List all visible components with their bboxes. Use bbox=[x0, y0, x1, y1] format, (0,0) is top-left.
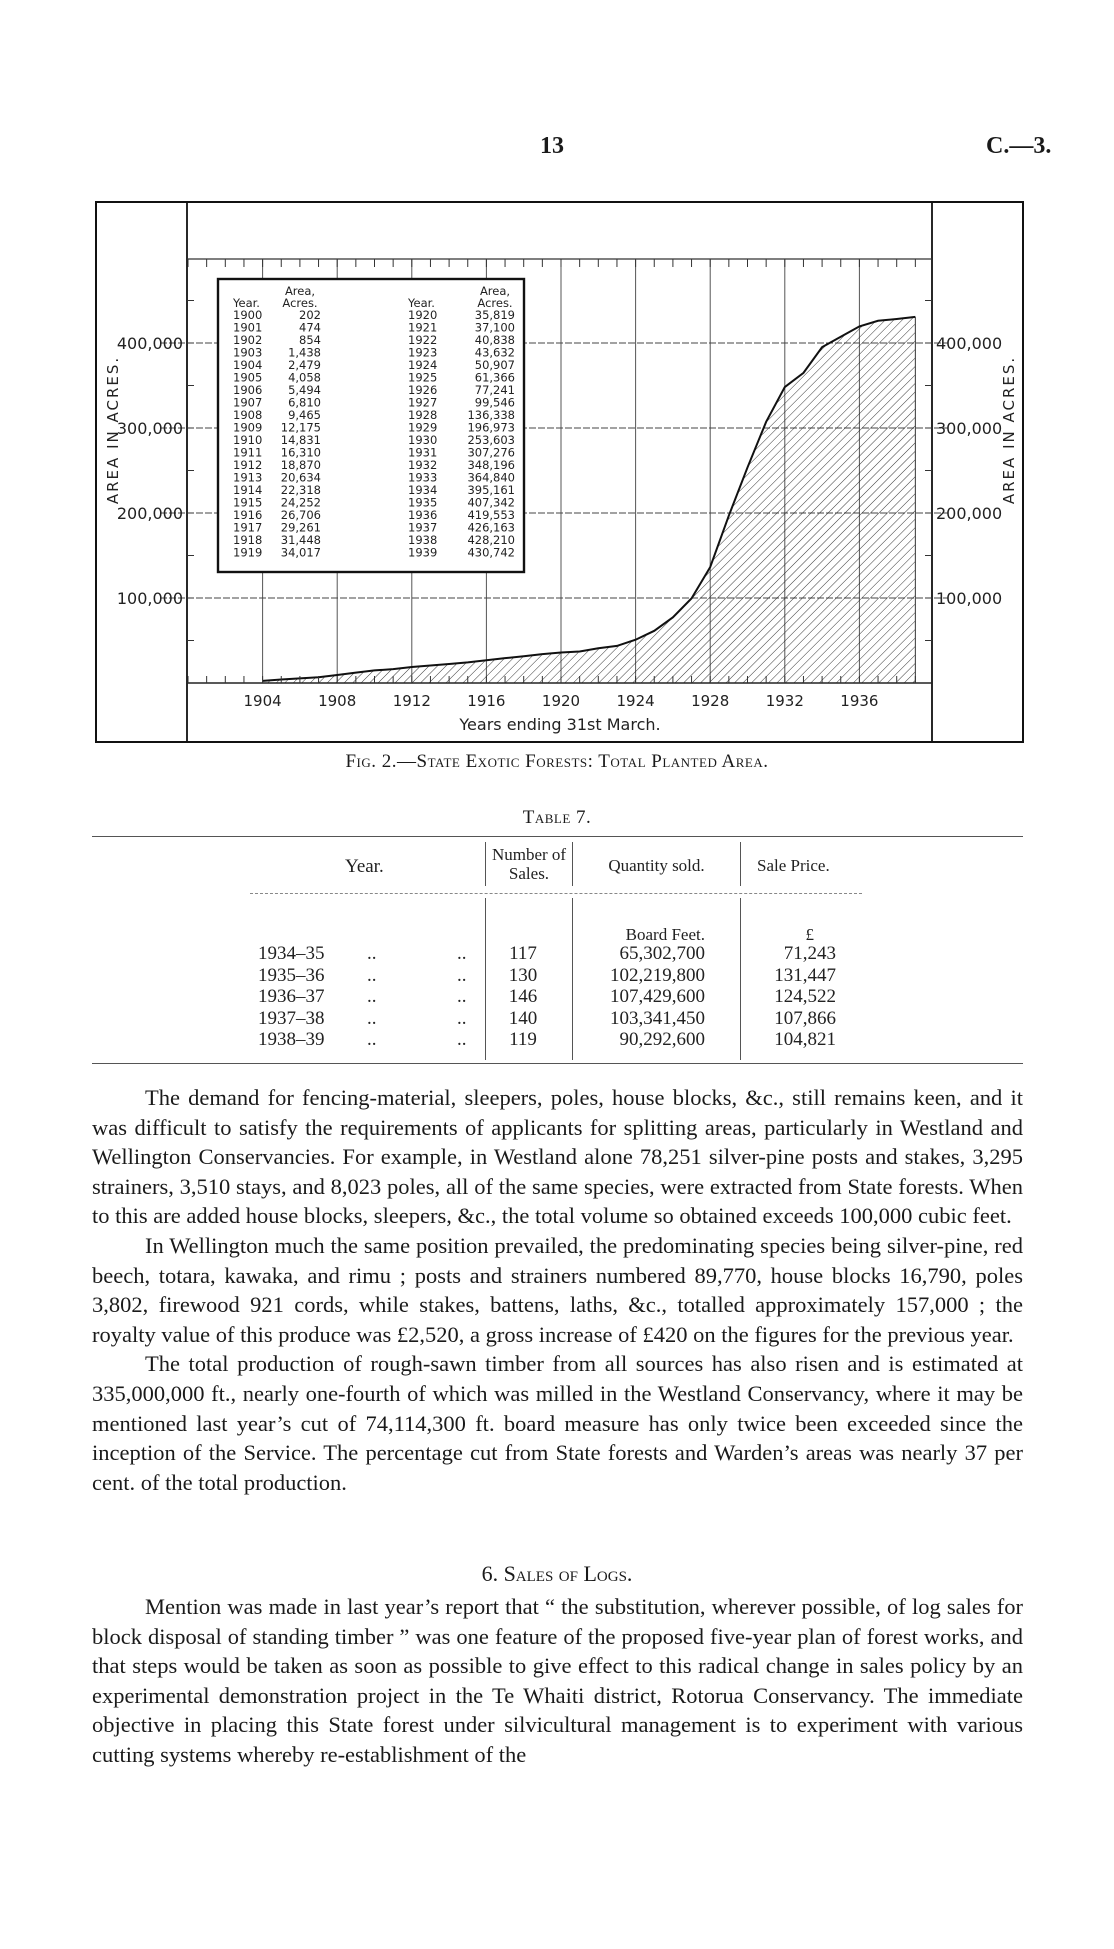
section-heading-text: 6. Sales of Logs. bbox=[481, 1561, 633, 1586]
inset-area: 426,163 bbox=[467, 520, 515, 535]
unit-board-feet: Board Feet. bbox=[625, 925, 705, 944]
x-tick-label: 1904 bbox=[243, 692, 282, 710]
inset-year: 1938 bbox=[408, 533, 438, 547]
leader-dots: .. bbox=[367, 964, 377, 986]
inset-year: 1925 bbox=[408, 370, 438, 385]
inset-year: 1908 bbox=[233, 408, 263, 422]
inset-area: 253,603 bbox=[467, 433, 515, 447]
y-axis-title-left: AREA IN ACRES. bbox=[104, 355, 122, 505]
cell-quantity: 90,292,600 bbox=[619, 1029, 705, 1050]
inset-year: 1900 bbox=[233, 308, 263, 322]
paragraph-total-production: The total production of rough-sawn timber from all sources has also risen and is estimated at 335,000,000 ft., nearly one-fourth of which was milled in the Westland Conservancy, where it may be mentioned last year’s cut of 74,114,300 ft. board measure has only twice been exceeded since the inception of the Service. The percentage cut from State forests and Warden’s areas was nearly 37 per cent. of the total production. bbox=[92, 1351, 1023, 1495]
cell-sales: 146 bbox=[508, 986, 538, 1007]
y-tick-label-right: 400,000 bbox=[936, 334, 1003, 353]
y-tick-label-left: 300,000 bbox=[116, 419, 183, 438]
inset-year: 1930 bbox=[408, 433, 438, 447]
inset-area: 24,252 bbox=[280, 495, 321, 510]
cell-price: 107,866 bbox=[774, 1007, 836, 1029]
inset-year: 1906 bbox=[233, 383, 263, 397]
col-sep-3-header bbox=[740, 842, 741, 886]
leader-dots: .. bbox=[367, 1029, 377, 1050]
inset-area: 5,494 bbox=[288, 383, 321, 397]
x-tick-label: 1912 bbox=[392, 692, 431, 710]
inset-area: 12,175 bbox=[280, 420, 321, 435]
inset-area: 18,870 bbox=[280, 458, 321, 472]
inset-year: 1939 bbox=[408, 545, 438, 560]
inset-year: 1910 bbox=[233, 433, 263, 447]
inset-year: 1912 bbox=[233, 458, 263, 472]
leader-dots: .. bbox=[367, 1007, 377, 1029]
inset-year: 1927 bbox=[408, 395, 438, 410]
x-axis-title: Years ending 31st March. bbox=[459, 715, 661, 734]
inset-area: 428,210 bbox=[467, 533, 515, 547]
inset-area: 16,310 bbox=[280, 445, 321, 460]
cell-sales: 119 bbox=[509, 1029, 537, 1050]
header-sale-price: Sale Price. bbox=[757, 856, 830, 875]
inset-area: 99,546 bbox=[474, 395, 515, 410]
paragraph-log-sales: Mention was made in last year’s report that “ the substitution, wherever possible, of log sales for block disposal of standing timber ” was one feature of the proposed five-year plan of forest works, and that steps would be taken as soon as possible to give effect to this radical change in sales policy by an experimental demonstration project in the Te Whaiti district, Rotorua Conservancy. The immediate objective in placing this State forest under silvicultural management is to experiment with various cutting systems whereby re-establishment of the bbox=[92, 1594, 1023, 1767]
inset-year: 1919 bbox=[233, 545, 263, 560]
inset-year: 1916 bbox=[233, 508, 263, 522]
cell-price: 104,821 bbox=[774, 1029, 836, 1050]
page-number: 13 bbox=[540, 133, 564, 159]
inset-area: 35,819 bbox=[474, 308, 515, 322]
inset-year: 1901 bbox=[233, 320, 263, 335]
inset-header: Year. bbox=[233, 296, 260, 310]
inset-year: 1903 bbox=[233, 345, 263, 360]
inset-year: 1931 bbox=[408, 445, 438, 460]
inset-header: Acres. bbox=[477, 296, 513, 310]
inset-year: 1909 bbox=[233, 420, 263, 435]
leader-dots: .. bbox=[457, 1029, 467, 1050]
inset-area: 854 bbox=[299, 333, 321, 347]
table-title: Table 7. bbox=[522, 807, 592, 828]
cell-price: 131,447 bbox=[774, 964, 836, 986]
inset-area: 348,196 bbox=[467, 458, 515, 472]
cell-year: 1937–38 bbox=[258, 1007, 325, 1029]
inset-area: 307,276 bbox=[467, 445, 515, 460]
paragraph-wellington: In Wellington much the same position prevailed, the predominating species being silver-pine, red beech, totara, kawaka, and rimu ; posts and strainers numbered 89,770, house blocks 16,790, poles 3,802, firewood 921 cords, while stakes, battens, laths, &c., totalled approximately 157,000 ; the royalty value of this produce was £2,520, a gross increase of £420 on the figures for the previous year. bbox=[92, 1232, 1023, 1347]
inset-year: 1935 bbox=[408, 495, 438, 510]
inset-year: 1932 bbox=[408, 458, 438, 472]
paragraph-fencing-demand: The demand for fencing-material, sleepers, poles, house blocks, &c., still remains keen, and it was difficult to satisfy the requirements of applicants for splitting areas, particularly in Westland and Wellington Conservancies. For example, in Westland alone 78,251 silver-pine posts and stakes, 3,295 strainers, 3,510 stays, and 8,023 poles, all of the same species, were extracted from State forests. When to this are added house blocks, sleepers, &c., the total volume so obtained exceeds 100,000 cubic feet. bbox=[92, 1085, 1023, 1229]
figure-caption bbox=[0, 751, 1114, 773]
inset-area: 4,058 bbox=[288, 370, 321, 385]
inset-year: 1926 bbox=[408, 383, 438, 397]
inset-area: 14,831 bbox=[280, 433, 321, 447]
header-quantity-sold: Quantity sold. bbox=[608, 856, 705, 875]
header-number-of-sales-line1: Number of bbox=[491, 845, 567, 864]
leader-dots: .. bbox=[457, 943, 467, 964]
inset-header: Area, bbox=[479, 284, 511, 298]
inset-year: 1915 bbox=[233, 495, 263, 510]
planted-area-chart bbox=[0, 0, 1114, 760]
y-tick-label-right: 300,000 bbox=[936, 419, 1003, 438]
body-text-section-6 bbox=[92, 1592, 1023, 1770]
x-tick-label: 1908 bbox=[318, 692, 357, 710]
cell-sales: 130 bbox=[508, 964, 538, 986]
table-header-rule bbox=[250, 893, 862, 894]
inset-area: 31,448 bbox=[280, 533, 321, 547]
cell-quantity: 65,302,700 bbox=[619, 943, 705, 964]
y-tick-label-right: 100,000 bbox=[936, 589, 1003, 608]
inset-area: 22,318 bbox=[280, 483, 321, 497]
inset-year: 1907 bbox=[233, 395, 263, 410]
leader-dots: .. bbox=[367, 986, 377, 1007]
cell-quantity: 107,429,600 bbox=[610, 986, 705, 1007]
inset-year: 1917 bbox=[233, 520, 263, 535]
inset-header: Acres. bbox=[282, 296, 318, 310]
cell-price: 71,243 bbox=[783, 943, 836, 964]
cell-year: 1938–39 bbox=[258, 1029, 325, 1050]
cell-quantity: 102,219,800 bbox=[610, 964, 705, 986]
cell-sales: 117 bbox=[509, 943, 537, 964]
inset-year: 1923 bbox=[408, 345, 438, 360]
inset-year: 1904 bbox=[233, 358, 263, 372]
inset-year: 1920 bbox=[408, 308, 438, 322]
inset-year: 1937 bbox=[408, 520, 438, 535]
section-heading bbox=[0, 1561, 1114, 1587]
inset-area: 136,338 bbox=[467, 408, 515, 422]
table-top-rule bbox=[92, 836, 1023, 837]
document-reference: C.—3. bbox=[986, 133, 1052, 159]
inset-header: Year. bbox=[408, 296, 435, 310]
inset-year: 1911 bbox=[233, 445, 263, 460]
inset-area: 196,973 bbox=[467, 420, 515, 435]
inset-year: 1934 bbox=[408, 483, 438, 497]
inset-year: 1936 bbox=[408, 508, 438, 522]
x-tick-label: 1924 bbox=[616, 692, 655, 710]
inset-area: 77,241 bbox=[474, 383, 515, 397]
inset-header: Area, bbox=[284, 284, 316, 298]
inset-area: 40,838 bbox=[474, 333, 515, 347]
cell-year: 1935–36 bbox=[258, 964, 325, 986]
leader-dots: .. bbox=[457, 986, 467, 1007]
cell-year: 1934–35 bbox=[258, 943, 325, 964]
unit-pound-sterling: £ bbox=[805, 925, 814, 944]
x-tick-label: 1936 bbox=[840, 692, 879, 710]
inset-area: 1,438 bbox=[288, 345, 321, 360]
inset-year: 1905 bbox=[233, 370, 263, 385]
cell-quantity: 103,341,450 bbox=[610, 1007, 705, 1029]
inset-area: 2,479 bbox=[288, 358, 321, 372]
inset-area: 34,017 bbox=[280, 545, 321, 560]
x-tick-label: 1928 bbox=[691, 692, 730, 710]
inset-area: 202 bbox=[299, 308, 321, 322]
body-text-section-5 bbox=[92, 1083, 1023, 1497]
inset-area: 395,161 bbox=[467, 483, 515, 497]
header-number-of-sales bbox=[486, 845, 572, 883]
inset-area: 6,810 bbox=[288, 395, 321, 410]
y-tick-label-left: 400,000 bbox=[116, 334, 183, 353]
inset-area: 20,634 bbox=[280, 470, 321, 485]
cell-sales: 140 bbox=[508, 1007, 538, 1029]
y-axis-title-right: AREA IN ACRES. bbox=[1000, 355, 1018, 505]
inset-area: 61,366 bbox=[474, 370, 515, 385]
inset-area: 364,840 bbox=[467, 470, 515, 485]
inset-area: 50,907 bbox=[474, 358, 515, 372]
x-tick-label: 1916 bbox=[467, 692, 506, 710]
figure-caption-text: —State Exotic Forests: Total Planted Area. bbox=[397, 751, 769, 772]
inset-area: 407,342 bbox=[467, 495, 515, 510]
cell-price: 124,522 bbox=[774, 986, 836, 1007]
inset-area: 9,465 bbox=[288, 408, 321, 422]
figure-caption-prefix: Fig. 2. bbox=[345, 751, 398, 772]
inset-area: 26,706 bbox=[280, 508, 321, 522]
inset-year: 1918 bbox=[233, 533, 263, 547]
y-tick-label-left: 200,000 bbox=[116, 504, 183, 523]
inset-year: 1922 bbox=[408, 333, 438, 347]
y-tick-label-right: 200,000 bbox=[936, 504, 1003, 523]
inset-year: 1928 bbox=[408, 408, 438, 422]
inset-year: 1933 bbox=[408, 470, 438, 485]
table-bottom-rule bbox=[92, 1063, 1023, 1064]
inset-area: 419,553 bbox=[467, 508, 515, 522]
leader-dots: .. bbox=[457, 1007, 467, 1029]
x-tick-label: 1932 bbox=[765, 692, 804, 710]
header-year: Year. bbox=[345, 856, 384, 877]
cell-year: 1936–37 bbox=[258, 986, 325, 1007]
inset-area: 474 bbox=[299, 320, 321, 335]
inset-area: 43,632 bbox=[474, 345, 515, 360]
inset-area: 29,261 bbox=[280, 520, 321, 535]
leader-dots: .. bbox=[367, 943, 377, 964]
inset-year: 1913 bbox=[233, 470, 263, 485]
inset-year: 1914 bbox=[233, 483, 263, 497]
header-number-of-sales-line2: Sales. bbox=[508, 864, 550, 883]
inset-year: 1921 bbox=[408, 320, 438, 335]
inset-year: 1929 bbox=[408, 420, 438, 435]
inset-area: 430,742 bbox=[467, 545, 515, 560]
y-tick-label-left: 100,000 bbox=[116, 589, 183, 608]
inset-year: 1924 bbox=[408, 358, 438, 372]
inset-year: 1902 bbox=[233, 333, 263, 347]
x-tick-label: 1920 bbox=[541, 692, 581, 710]
inset-area: 37,100 bbox=[474, 320, 515, 335]
leader-dots: .. bbox=[457, 964, 467, 986]
